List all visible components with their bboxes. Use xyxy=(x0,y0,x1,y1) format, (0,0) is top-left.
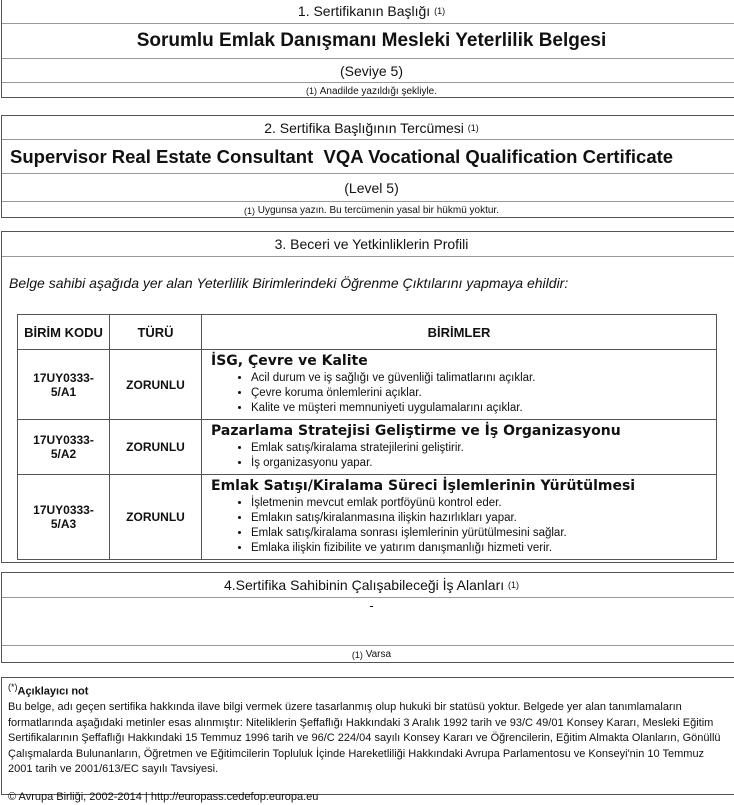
section-heading xyxy=(2,116,734,140)
footnote-text: Uygunsa yazın. Bu tercümenin yasal bir hükmü yoktur. xyxy=(257,205,499,216)
section-heading: 3. Beceri ve Yetkinliklerin Profili xyxy=(2,232,734,257)
footnote-text: Varsa xyxy=(365,649,392,660)
footnote-mark: (1) xyxy=(305,86,317,96)
unit-cell xyxy=(202,350,717,420)
outcome-item: • İş organizasyonu yapar. xyxy=(251,456,715,471)
col-type: TÜRÜ xyxy=(110,315,202,350)
occupational-fields-value: - xyxy=(2,598,734,646)
note-body: Bu belge, adı geçen sertifika hakkında ilave bilgi vermek üzere tasarlanmış olup hukuki bir statüsü yoktur. Belgede yer alan tanımlamaların formatlarında aşağıdaki metinler esas alınmıştır: Niteliklerin Şeffaflığı Hakkındaki 3 Aralık 1992 tarih ve 93/C 49/01 Konsey Kararı, Mesleki Eğitim Sertifikalarının Şeffaflığı Hakkındaki 15 Temmuz 1996 tarih ve 96/C 224/04 sayılı Konsey Kararı ve Öğrencilerin, Eğitim Almakta Olanların, Gönüllü Çalışmalarda Bulunanların, Öğretmen ve Eğitimcilerin Topluluk İçinde Hareketliliği Hakkındaki Avrupa Parlamentosu ve Konseyi'nin 10 Temmuz 2001 tarih ve 2001/613/EC sayılı Tavsiyesi. xyxy=(8,701,721,776)
certificate-level: (Seviye 5) xyxy=(2,59,734,83)
section-title-translation xyxy=(1,115,734,218)
note-title-text: Açıklayıcı not xyxy=(17,685,89,698)
unit-title: İSG, Çevre ve Kalite xyxy=(211,353,368,369)
col-unit-code: BİRİM KODU xyxy=(18,315,110,350)
section-skills-profile xyxy=(1,231,734,563)
outcome-item: • Çevre koruma önlemlerini açıklar. xyxy=(251,386,715,401)
outcome-item: • İşletmenin mevcut emlak portföyünü kontrol eder. xyxy=(251,496,715,511)
outcome-item: • Emlak satış/kiralama stratejilerini geliştirir. xyxy=(251,441,715,456)
outcome-item: • Emlakın satış/kiralanmasına ilişkin hazırlıkları yapar. xyxy=(251,511,715,526)
heading-text: 1. Sertifikanın Başlığı xyxy=(297,3,431,19)
footnote-mark: (1) xyxy=(243,205,255,216)
copyright: © Avrupa Birliği, 2002-2014 | http://europass.cedefop.europa.eu xyxy=(8,790,319,803)
footnote-ref: (1) xyxy=(508,580,520,590)
table-header xyxy=(18,315,717,350)
unit-code: 17UY0333-5/A2 xyxy=(18,420,110,475)
explanatory-note xyxy=(1,677,734,803)
section-heading xyxy=(2,573,734,598)
footnote-ref: (1) xyxy=(467,122,479,133)
units-table xyxy=(17,314,717,560)
footnote xyxy=(2,83,734,99)
section-certificate-title xyxy=(1,0,734,98)
footnote-text: Anadilde yazıldığı şekliyle. xyxy=(319,85,438,97)
outcome-item: • Emlak satış/kiralama sonrası işlemlerinin yürütülmesini sağlar. xyxy=(251,526,715,541)
heading-text: 4.Sertifika Sahibinin Çalışabileceği İş Alanları xyxy=(223,577,505,593)
unit-type: ZORUNLU xyxy=(110,475,202,560)
certificate-title: Sorumlu Emlak Danışmanı Mesleki Yeterlilik Belgesi xyxy=(2,24,734,59)
unit-cell xyxy=(202,420,717,475)
table-row xyxy=(18,350,717,420)
outcome-item: • Acil durum ve iş sağlığı ve güvenliği talimatlarını açıklar. xyxy=(251,371,715,386)
translated-title: Supervisor Real Estate Consultant VQA Vocational Qualification Certificate xyxy=(2,140,734,174)
unit-title: Pazarlama Stratejisi Geliştirme ve İş Organizasyonu xyxy=(211,423,621,439)
unit-cell xyxy=(202,475,717,560)
outcome-item: • Emlaka ilişkin fizibilite ve yatırım danışmanlığı hizmeti verir. xyxy=(251,541,715,556)
table-row xyxy=(18,420,717,475)
outcome-item: • Kalite ve müşteri memnuniyeti uygulamalarını açıklar. xyxy=(251,401,715,416)
translated-level: (Level 5) xyxy=(2,174,734,202)
unit-type: ZORUNLU xyxy=(110,350,202,420)
note-title xyxy=(8,680,734,700)
footnote xyxy=(2,202,734,219)
col-units: BİRİMLER xyxy=(202,315,717,350)
footnote-mark: (1) xyxy=(351,649,363,660)
unit-code: 17UY0333-5/A3 xyxy=(18,475,110,560)
section-heading xyxy=(2,0,734,24)
table-row xyxy=(18,475,717,560)
footnote xyxy=(2,646,734,663)
note-mark: (*) xyxy=(8,682,18,692)
unit-title: Emlak Satışı/Kiralama Süreci İşlemlerinin Yürütülmesi xyxy=(211,478,636,494)
unit-code: 17UY0333-5/A1 xyxy=(18,350,110,420)
unit-type: ZORUNLU xyxy=(110,420,202,475)
section-occupational-fields xyxy=(1,572,734,663)
footnote-ref: (1) xyxy=(434,6,446,16)
skills-intro: Belge sahibi aşağıda yer alan Yeterlilik Birimlerindeki Öğrenme Çıktılarını yapmaya ehildir: xyxy=(9,275,569,291)
heading-text: 2. Sertifika Başlığının Tercümesi xyxy=(264,119,464,136)
